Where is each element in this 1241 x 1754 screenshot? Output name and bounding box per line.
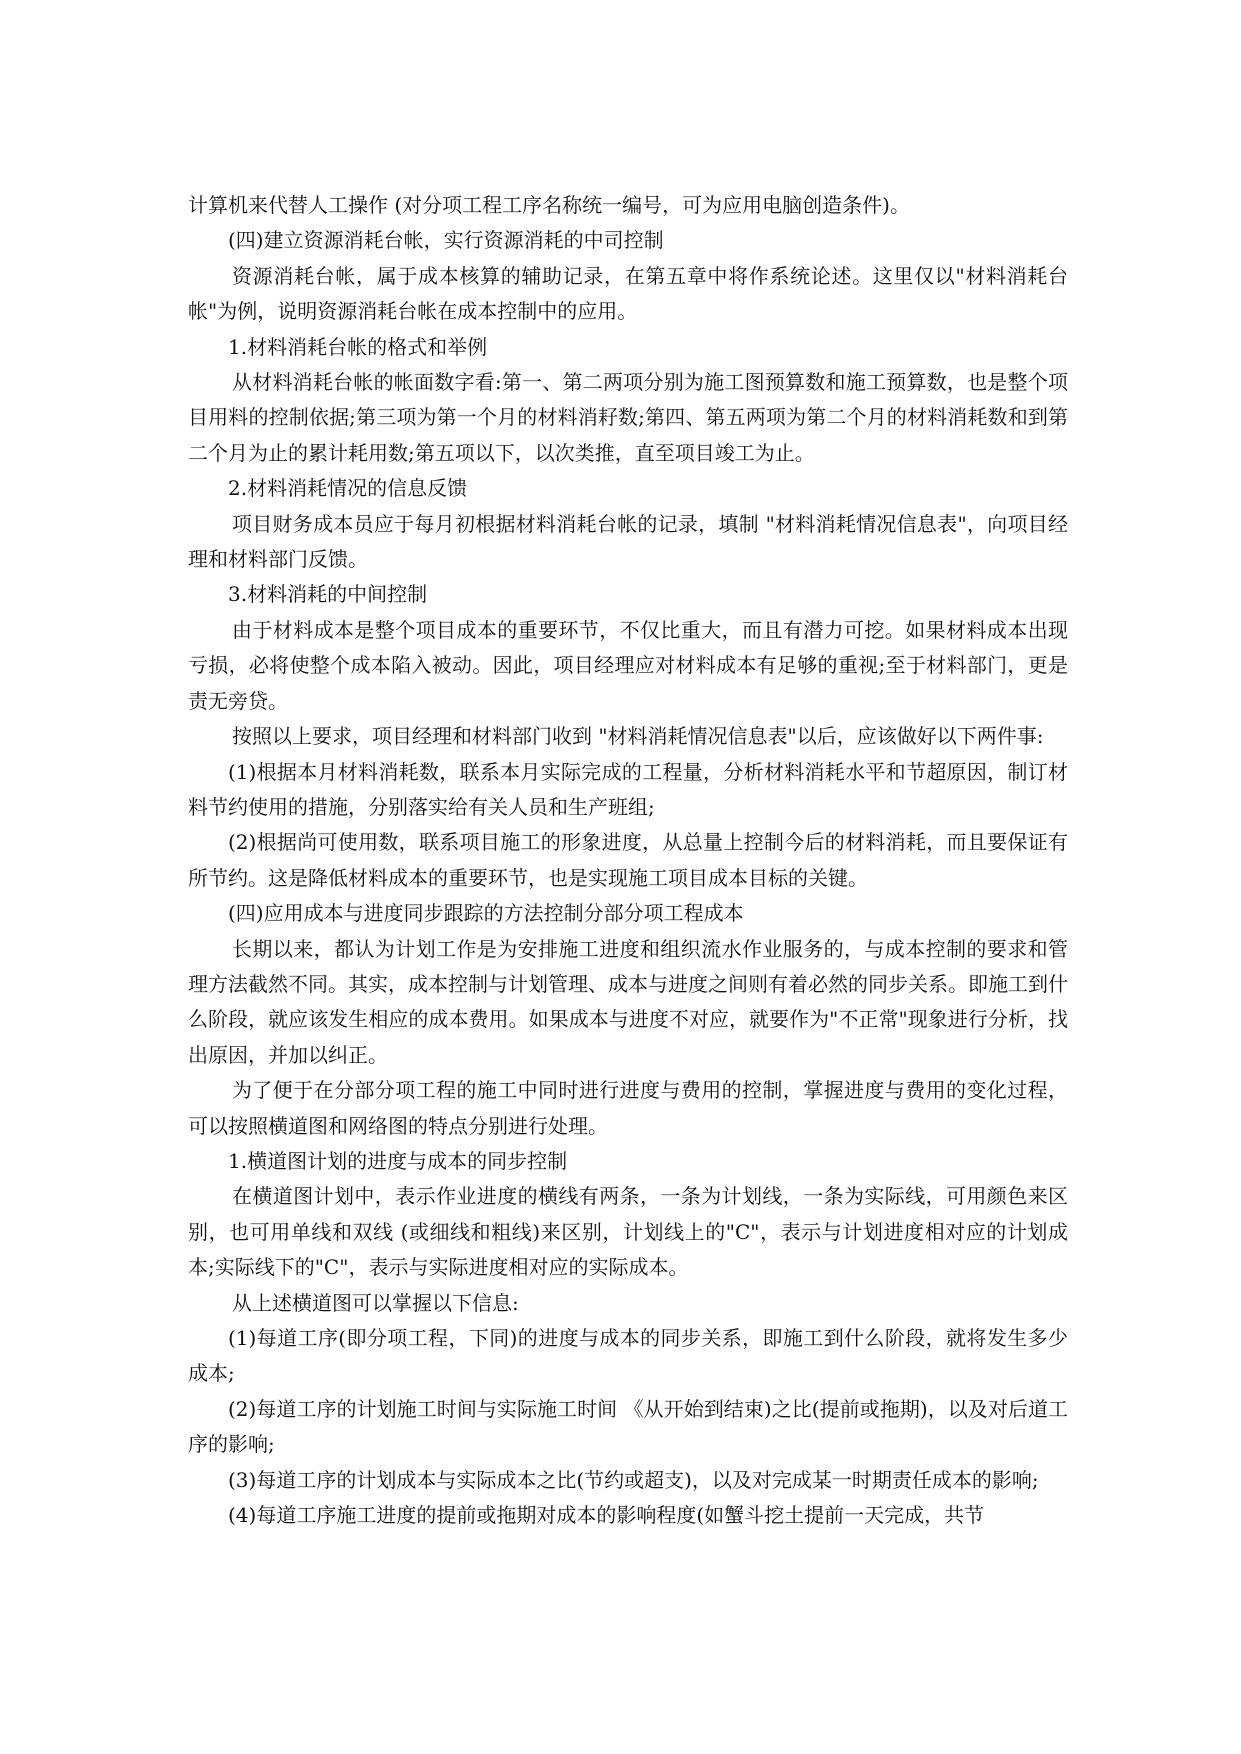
info-item-3: (3)每道工序的计划成本与实际成本之比(节约或超支)，以及对完成某一时期责任成本的影响; xyxy=(228,1467,1039,1492)
section-heading-sync-tracking: (四)应用成本与进度同步跟踪的方法控制分部分项工程成本 xyxy=(228,901,744,926)
document-body xyxy=(188,188,1068,1533)
subheading-gantt-control: 1.横道图计划的进度与成本的同步控制 xyxy=(228,1148,568,1173)
paragraph-5: 从材料消耗台帐的帐面数字看:第一、第二两项分别为施工图预算数和施工预算数，也是整个项目用料的控制依据;第三项为第一个月的材料消耔数;第四、第五两项为第二个月的材料消耗数和到第二个月为止的累计耗用数;第五项以下，以次类推，直至项目竣工为止。 xyxy=(188,370,1068,465)
paragraph-1: 计算机来代替人工操作 (对分项工程工序名称统一编号，可为应用电脑创造条件)。 xyxy=(188,193,910,217)
subheading-info-feedback: 2.材料消耗情况的信息反馈 xyxy=(228,476,468,501)
subheading-interim-control: 3.材料消耗的中间控制 xyxy=(228,582,428,607)
paragraph-15: 为了便于在分部分项工程的施工中同时进行进度与费用的控制，掌握进度与费用的变化过程，可以按照横道图和网络图的特点分别进行处理。 xyxy=(188,1078,1068,1138)
paragraph-3: 资源消耗台帐，属于成本核算的辅助记录，在第五章中将作系统论述。这里仅以"材料消耗台帐"为例，说明资源消耗台帐在成本控制中的应用。 xyxy=(188,263,1068,324)
paragraph-14: 长期以来，都认为计划工作是为安排施工进度和组织流水作业服务的，与成本控制的要求和管理方法截然不同。其实，成本控制与计划管理、成本与进度之间则有着必然的同步关系。即施工到什么阶段，就应该发生相应的成本费用。如果成本与进度不对应，就要作为"不正常"现象进行分析，找出原因，并加以纠正。 xyxy=(188,936,1068,1067)
paragraph-10: 按照以上要求，项目经理和材料部门收到 "材料消耗情况信息表"以后，应该做好以下两件事: xyxy=(232,724,1044,749)
section-heading-resource-ledger: (四)建立资源消耗台帐，实行资源消耗的中司控制 xyxy=(228,228,664,253)
info-item-2: (2)每道工序的计划施工时间与实际施工时间 《从开始到结束)之比(提前或拖期)，以及对后道工序的影响; xyxy=(188,1396,1068,1457)
paragraph-9: 由于材料成本是整个项目成本的重要环节，不仅比重大，而且有潜力可挖。如果材料成本出现亏损，必将使整个成本陷入被动。因此，项目经理应对材料成本有足够的重视;至于材料部门，更是责无旁贷。 xyxy=(188,617,1068,713)
info-item-1: (1)每道工序(即分项工程，下同)的进度与成本的同步关系，即施工到什么阶段，就将发生多少成本; xyxy=(188,1326,1068,1386)
list-item-1: (1)根据本月材料消耗数，联系本月实际完成的工程量，分析材料消耗水平和节超原因，制订材料节约使用的措施，分别落实给有关人员和生产班组; xyxy=(188,759,1068,819)
subheading-ledger-format: 1.材料消耗台帐的格式和举例 xyxy=(228,334,488,359)
paragraph-18: 从上述横道图可以掌握以下信息: xyxy=(232,1290,519,1315)
list-item-2: (2)根据尚可使用数，联系项目施工的形象进度，从总量上控制今后的材料消耗，而且要保证有所节约。这是降低材料成本的重要环节，也是实现施工项目成本目标的关键。 xyxy=(188,830,1068,890)
info-item-4: (4)每道工序施工进度的提前或拖期对成本的影响程度(如蟹斗挖土提前一天完成，共节 xyxy=(228,1503,985,1528)
paragraph-7: 项目财务成本员应于每月初根据材料消耗台帐的记录，填制 "材料消耗情况信息表"，向项目经理和材料部门反馈。 xyxy=(188,511,1068,572)
paragraph-17: 在横道图计划中，表示作业进度的横线有两条，一条为计划线，一条为实际线，可用颜色来区别，也可用单线和双线 (或细线和粗线)来区别，计划线上的"C"，表示与计划进度相对应的计划成本;实际线下的"C"，表示与实际进度相对应的实际成本。 xyxy=(188,1184,1068,1280)
